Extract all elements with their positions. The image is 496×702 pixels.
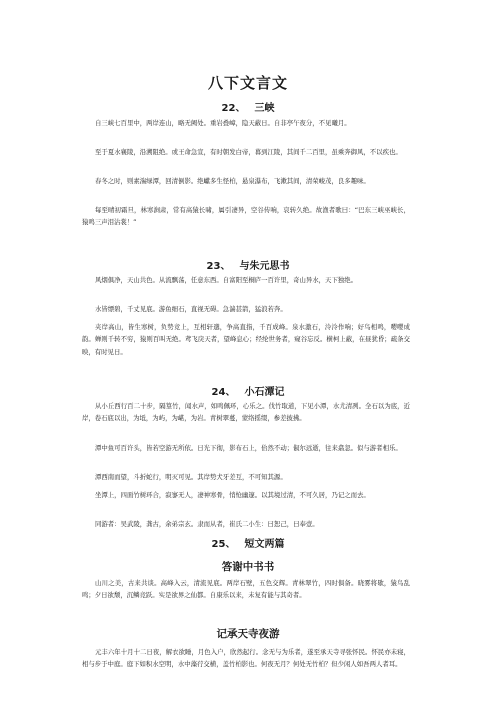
paragraph: 每至晴初霜旦，林寒涧肃，常有高猿长啸，属引凄异，空谷传响，哀转久绝。故渔者歌曰：“巴东三峡巫峡长，猿鸣三声泪沾裳！” <box>82 206 410 227</box>
section-title: 三峡 <box>254 103 275 114</box>
paragraph: 从小丘西行百二十步，隔篁竹，闻水声，如鸣佩环，心乐之。伐竹取道，下见小潭，水尤清冽。全石以为底，近岸，卷石底以出，为坻，为屿，为嵁，为岩。青树翠蔓，蒙络摇缀，参差披拂。 <box>82 402 410 423</box>
section-heading-25 <box>0 535 496 550</box>
paragraph: 夹岸高山，皆生寒树，负势竞上，互相轩邈，争高直指，千百成峰。泉水激石，泠泠作响；好鸟相鸣，嘤嘤成韵。蝉则千转不穷，猿则百叫无绝。鸢飞戾天者，望峰息心；经纶世务者，窥谷忘反。横柯上蔽，在昼犹昏；疏条交映，有时见日。 <box>82 323 410 356</box>
paragraph: 元丰六年十月十二日夜，解衣欲睡，月色入户，欣然起行。念无与为乐者，遂至承天寺寻张怀民。怀民亦未寝，相与步于中庭。庭下如积水空明，水中藻荇交横，盖竹柏影也。何夜无月？何处无竹柏？但少闲人如吾两人者耳。 <box>82 648 410 669</box>
paragraph: 坐潭上，四面竹树环合，寂寥无人，凄神寒骨，悄怆幽邃。以其境过清，不可久居，乃记之而去。 <box>95 491 370 499</box>
section-number: 25、 <box>211 539 236 550</box>
section-number: 23、 <box>206 261 231 272</box>
paragraph: 潭中鱼可百许头，皆若空游无所依。日光下彻，影布石上，佁然不动；俶尔远逝，往来翕忽。似与游者相乐。 <box>95 444 402 452</box>
section-number: 22、 <box>221 103 246 114</box>
section-title: 与朱元思书 <box>239 261 290 272</box>
paragraph: 潭西南而望，斗折蛇行，明灭可见。其岸势犬牙差互，不可知其源。 <box>95 473 287 481</box>
page-title: 八下文言文 <box>207 74 288 92</box>
section-heading-23 <box>0 257 496 272</box>
section-heading-22 <box>0 99 496 114</box>
section-heading-24 <box>0 383 496 398</box>
section-title: 小石潭记 <box>244 387 285 398</box>
paragraph: 至于夏水襄陵，沿溯阻绝。或王命急宣，有时朝发白帝，暮到江陵，其间千二百里，虽乘奔御风，不以疾也。 <box>95 148 402 156</box>
paragraph: 山川之美，古来共谈。高峰入云，清流见底。两岸石壁，五色交辉。青林翠竹，四时俱备。晓雾将歇，猿鸟乱鸣；夕日欲颓，沉鳞竞跃。实是欲界之仙都。自康乐以来，未复有能与其奇者。 <box>82 579 410 600</box>
subsection-heading: 记承天寺夜游 <box>216 628 280 640</box>
section-number: 24、 <box>211 387 236 398</box>
paragraph: 自三峡七百里中，两岸连山，略无阙处。重岩叠嶂，隐天蔽日。自非亭午夜分，不见曦月。 <box>95 119 351 127</box>
section-title: 短文两篇 <box>244 539 285 550</box>
paragraph: 水皆缥碧，千丈见底。游鱼细石，直视无碍。急湍甚箭，猛浪若奔。 <box>95 305 287 313</box>
paragraph: 风烟俱净，天山共色。从流飘荡，任意东西。自富阳至桐庐一百许里，奇山异水，天下独绝。 <box>95 276 358 284</box>
paragraph: 同游者：吴武陵，龚古，余弟宗玄。隶而从者，崔氏二小生：曰恕己，曰奉壹。 <box>95 520 319 528</box>
subsection-heading: 答谢中书书 <box>221 561 275 573</box>
paragraph: 春冬之时，则素湍绿潭，回清倒影。绝巘多生怪柏，悬泉瀑布，飞漱其间，清荣峻茂，良多趣味。 <box>95 177 370 185</box>
